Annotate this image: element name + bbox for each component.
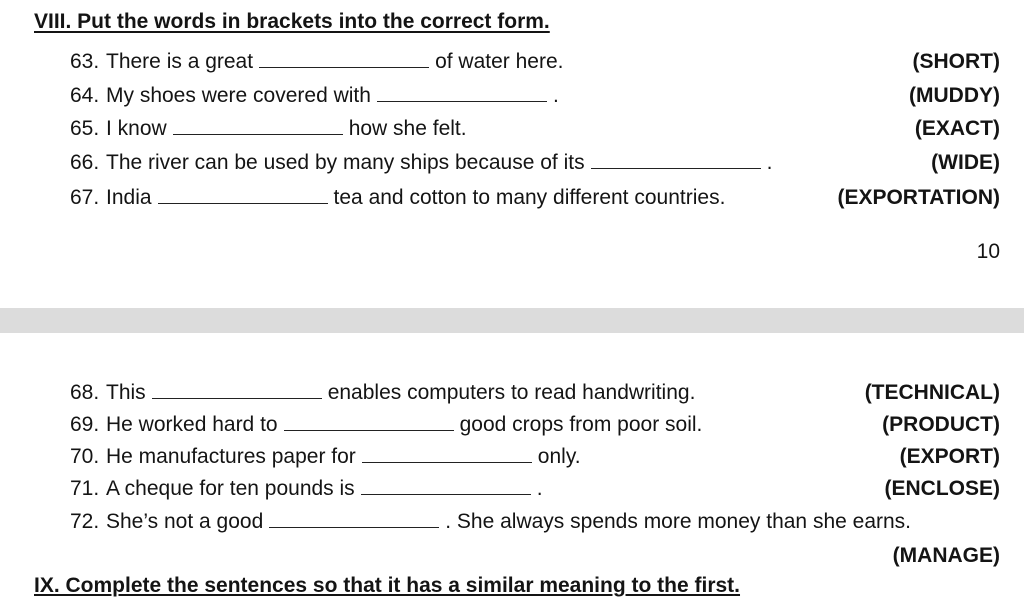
question-69: [70, 409, 1000, 441]
word-hint: (PRODUCT): [882, 413, 1000, 436]
section-ix-title: IX. Complete the sentences so that it has a similar meaning to the first.: [34, 574, 741, 597]
question-68: [70, 377, 1000, 409]
word-hint: (EXPORTATION): [837, 186, 1000, 209]
question-number: 72.: [70, 510, 100, 533]
answer-blank[interactable]: [173, 118, 343, 135]
question-text-before: He worked hard to: [106, 413, 278, 436]
question-63: [70, 46, 1000, 78]
question-65: [70, 113, 1000, 145]
question-text-before: The river can be used by many ships because of its: [106, 151, 585, 174]
question-72: [70, 506, 1000, 538]
question-number: 64.: [70, 84, 100, 107]
question-text-before: There is a great: [106, 50, 254, 73]
page-bottom: [0, 333, 1024, 594]
question-64: [70, 80, 1000, 112]
question-text-after: .: [766, 151, 773, 174]
answer-blank[interactable]: [284, 414, 454, 431]
question-70: [70, 441, 1000, 473]
question-text-after: good crops from poor soil.: [459, 413, 703, 436]
answer-blank[interactable]: [152, 382, 322, 399]
question-text-before: India: [106, 186, 152, 209]
word-hint: (ENCLOSE): [884, 477, 1000, 500]
question-number: 70.: [70, 445, 100, 468]
question-71: [70, 473, 1000, 505]
question-67: [70, 182, 1000, 214]
answer-blank[interactable]: [377, 85, 547, 102]
question-text-before: She’s not a good: [106, 510, 264, 533]
word-hint: (EXPORT): [899, 445, 1000, 468]
question-number: 68.: [70, 381, 100, 404]
question-text-after: .: [552, 84, 559, 107]
answer-blank[interactable]: [269, 511, 439, 528]
answer-blank[interactable]: [591, 152, 761, 169]
question-text-before: This: [106, 381, 146, 404]
answer-blank[interactable]: [362, 446, 532, 463]
word-hint: (EXACT): [914, 117, 1000, 140]
word-hint: (TECHNICAL): [864, 381, 1000, 404]
question-text-after: only.: [537, 445, 581, 468]
question-text-after: .: [536, 477, 543, 500]
question-text-after: of water here.: [435, 50, 564, 73]
question-number: 63.: [70, 50, 100, 73]
question-number: 66.: [70, 151, 100, 174]
question-number: 69.: [70, 413, 100, 436]
question-text-after: enables computers to read handwriting.: [327, 381, 696, 404]
question-text-after: . She always spends more money than she earns.: [445, 510, 912, 533]
question-number: 67.: [70, 186, 100, 209]
question-text-before: I know: [106, 117, 167, 140]
word-hint: (MANAGE): [892, 544, 1000, 567]
question-number: 65.: [70, 117, 100, 140]
question-text-before: He manufactures paper for: [106, 445, 356, 468]
question-text-before: A cheque for ten pounds is: [106, 477, 355, 500]
answer-blank[interactable]: [361, 478, 531, 495]
question-number: 71.: [70, 477, 100, 500]
question-66: [70, 147, 1000, 179]
section-viii-title: VIII. Put the words in brackets into the correct form.: [34, 10, 550, 33]
page-number: 10: [976, 240, 1000, 263]
answer-blank[interactable]: [158, 187, 328, 204]
word-hint: (MUDDY): [909, 84, 1000, 107]
word-hint: (SHORT): [912, 50, 1000, 73]
question-text-before: My shoes were covered with: [106, 84, 371, 107]
question-text-after: how she felt.: [348, 117, 467, 140]
answer-blank[interactable]: [259, 51, 429, 68]
word-hint: (WIDE): [931, 151, 1000, 174]
question-text-after: tea and cotton to many different countries.: [333, 186, 726, 209]
page-break: [0, 308, 1024, 333]
